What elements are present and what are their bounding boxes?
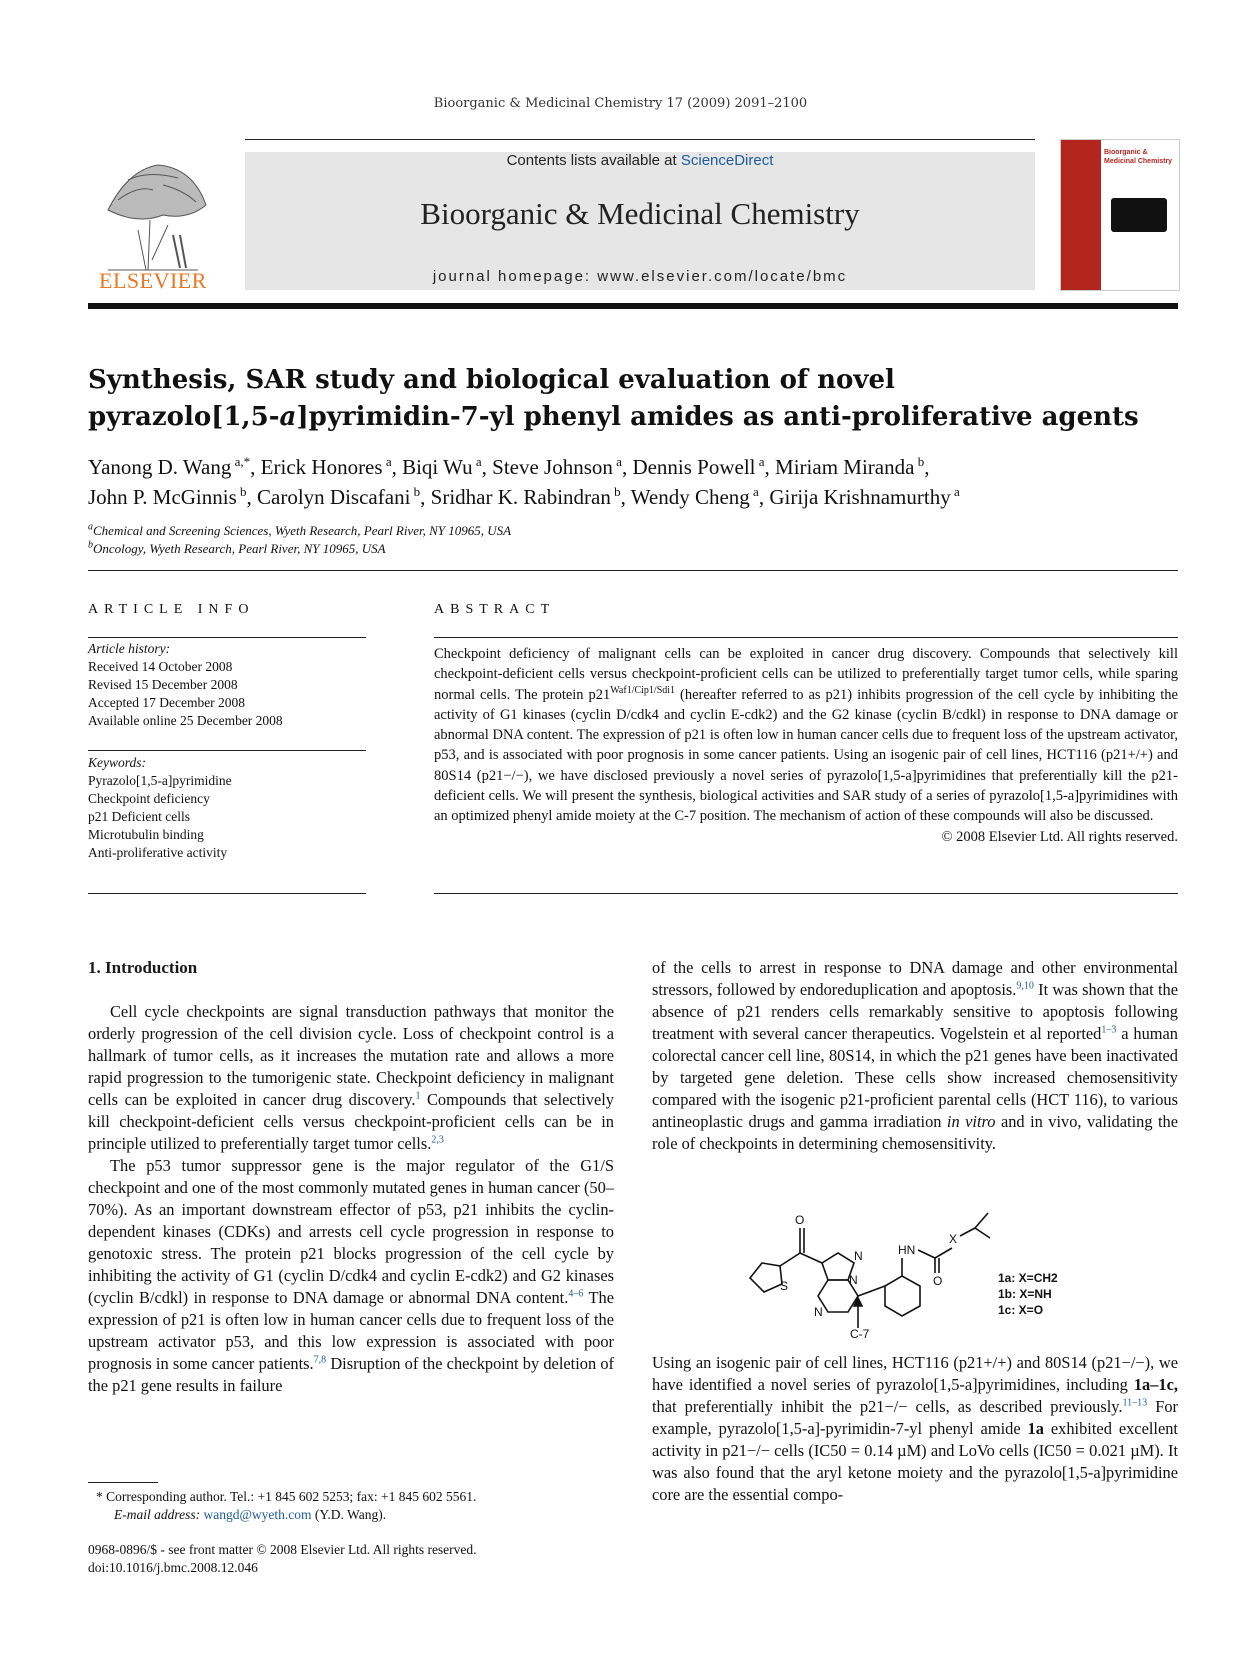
cover-title: Bioorganic & Medicinal Chemistry [1104,149,1173,165]
intro-paragraph-2: The p53 tumor suppressor gene is the major regulator of the G1/S checkpoint and one of the most commonly mutated genes in human cancer (50–70%). As an important downstream effector of p53, p21 inhibits the cyclin-dependent kinases (CDKs) and arrests cell cycle progression in response to genotoxic stress. The protein p21 blocks progression of the cell cycle by inhibiting the activity of G1 (cyclin D/cdk4 and cyclin E-cdk2) and G2 kinases (cyclin B/cdkl) in response to DNA damage or abnormal DNA content.$^{4-6}$ The expression of p21 is often low in human cancer cells due to frequent loss of the upstream activator p53, and this low expression is associated with poor prognosis in some cancer patients.$^{7,8}$ Disruption of the checkpoint by deletion of the p21 gene results in failure [88,1156,614,1395]
info-rule-2 [88,750,366,751]
citation-link[interactable]: 4–6 [568,1288,584,1300]
author-affiliation-mark: b [410,484,421,499]
compound-label-1a: 1a: X=CH2 [998,1271,1058,1285]
author-affiliation-mark: a [749,484,759,499]
atom-label: N [814,1305,823,1319]
intro-paragraph-1: Cell cycle checkpoints are signal transduction pathways that monitor the orderly progression of the cell division cycle. Loss of checkpoint control is a hallmark of tumor cells, as it increases the mutation rate and allows a more rapid progression to the tumorigenic state. Checkpoint deficiency in malignant cells can be exploited in cancer drug discovery.$^1$ Compounds that selectively kill checkpoint-deficient cells versus checkpoint-proficient cells can be in principle utilized to preferentially target tumor cells.$^{2,3}$ [88,1002,614,1153]
header-rule [245,139,1035,140]
author-name: Steve Johnson [492,455,613,479]
history-label: Article history: [88,641,171,656]
author-name: Biqi Wu [402,455,473,479]
author-name: Wendy Cheng [630,485,750,509]
abstract-rule-1 [434,637,1178,638]
author-email-link[interactable]: wangd@wyeth.com [203,1507,312,1522]
atom-label: N [849,1273,858,1287]
author-affiliation-mark: a [382,454,392,469]
contents-prefix: Contents lists available at [506,152,681,169]
journal-cover-thumbnail [1060,139,1180,291]
author-affiliation-mark: a [950,484,960,499]
article-history [88,640,378,730]
chemical-structure-1a-1c [740,1208,1100,1338]
author-name: Miriam Miranda [775,455,915,479]
journal-reference: Bioorganic & Medicinal Chemistry 17 (2009) 2091–2100 [433,96,808,111]
compound-label-1b: 1b: X=NH [998,1287,1052,1301]
abstract-copyright: © 2008 Elsevier Ltd. All rights reserved. [941,828,1178,845]
author-name: Dennis Powell [632,455,756,479]
publisher-wordmark: ELSEVIER [99,268,207,293]
intro-heading: 1. Introduction [88,958,198,977]
atom-label: X [949,1232,958,1246]
affiliation-a: $^a$Chemical and Screening Sciences, Wyeth Research, Pearl River, NY 10965, USA [88,521,512,538]
contents-line [245,152,1035,169]
author-affiliation-mark: b [236,484,247,499]
author-affiliation-mark: a [472,454,482,469]
journal-title: Bioorganic & Medicinal Chemistry [420,196,860,231]
footnote-rule [88,1482,158,1483]
author-affiliation-mark: b [610,484,621,499]
header-thick-rule [88,303,1178,309]
keyword: Anti-proliferative activity [88,845,228,860]
citation-link[interactable]: 9,10 [1016,980,1034,992]
intro-column-2-top [652,957,1178,1155]
author-affiliation-mark: a [612,454,622,469]
intro-column-2-bottom [652,1352,1178,1506]
citation-link[interactable]: 1 [415,1090,421,1102]
corresponding-author-note: * Corresponding author. Tel.: +1 845 602 5253; fax: +1 845 602 5561. E-mail address: wangd@wyeth.com (Y.D. Wang). [96,1489,477,1522]
citation-link[interactable]: 11–13 [1122,1397,1148,1409]
atom-label: O [795,1213,805,1227]
history-accepted: Accepted 17 December 2008 [88,695,246,710]
intro-paragraph-3: of the cells to arrest in response to DNA damage and other environmental stressors, followed by endoreduplication and apoptosis.$^{9,10}$ It was shown that the absence of p21 renders cells remarkably sensitive to apoptosis following treatment with several cancer therapeutics. Vogelstein et al reported$^{1-3}$ a human colorectal cancer cell line, 80S14, in which the p21 genes have been inactivated by targeted gene deletion. These cells show increased chemosensitivity compared with the isogenic p21-proficient parental cells (HCT 116), to various antineoplastic drugs and gamma irradiation in vitro and in vivo, validating the role of checkpoints in determining chemosensitivity. [652,958,1178,1153]
citation-link[interactable]: 2,3 [431,1134,444,1146]
citation-link[interactable]: 1–3 [1101,1024,1117,1036]
sciencedirect-link[interactable]: ScienceDirect [680,152,774,169]
author-name: Sridhar K. Rabindran [430,485,611,509]
keywords [88,754,378,862]
compound-label-1c: 1c: X=O [998,1303,1044,1317]
c7-label: C-7 [850,1327,870,1338]
intro-column-1 [88,1001,614,1397]
keyword: Checkpoint deficiency [88,791,210,806]
keyword: p21 Deficient cells [88,809,190,824]
history-online: Available online 25 December 2008 [88,713,283,728]
history-received: Received 14 October 2008 [88,659,233,674]
author-name: John P. McGinnis [88,485,237,509]
atom-label: S [780,1279,789,1293]
author-list: Yanong D. Wang $^{a,*}$, Erick Honores $^a$, Biqi Wu $^a$, Steve Johnson $^a$, Dennis Powell $^a$, Miriam Miranda $^b$, John P. McGinnis $^b$, Carolyn Discafani $^b$, Sridhar K. Rabindran $^b$, Wendy Cheng $^a$, Girija Krishnamurthy $^a$ [88,454,960,509]
history-revised: Revised 15 December 2008 [88,677,238,692]
atom-label: O [933,1274,943,1288]
author-name: Yanong D. Wang [88,455,232,479]
author-affiliation-mark: a [755,454,765,469]
abstract-rule-2 [434,893,1178,894]
article-info-heading: ARTICLE INFO [88,602,255,617]
keywords-label: Keywords: [88,755,146,770]
author-name: Erick Honores [260,455,383,479]
title-line-1: Synthesis, SAR study and biological evaluation of novel [88,365,895,395]
info-rule-1 [88,637,366,638]
keyword: Microtubulin binding [88,827,204,842]
atom-label: HN [898,1243,916,1257]
cover-red-band [1061,140,1101,290]
affiliation-b: $^b$Oncology, Wyeth Research, Pearl River, NY 10965, USA [88,539,386,556]
doi-line: doi:10.1016/j.bmc.2008.12.046 [88,1560,258,1575]
citation-link[interactable]: 7,8 [313,1354,327,1366]
journal-homepage[interactable]: journal homepage: www.elsevier.com/locate/bmc [432,268,848,285]
cover-image [1111,198,1167,232]
author-name: Carolyn Discafani [257,485,411,509]
info-rule-3 [88,893,366,894]
keyword: Pyrazolo[1,5-a]pyrimidine [88,773,232,788]
article-title [88,362,1178,436]
author-affiliation-mark: b [914,454,925,469]
atom-label: N [854,1249,863,1263]
abstract-body: Checkpoint deficiency of malignant cells can be exploited in cancer drug discovery. Compounds that selectively kill checkpoint-deficient cells versus checkpoint-proficient cells can be utilized to preferentially target tumor cells, while sparing normal cells. The protein $p21^{Waf1/Cip1/Sdi1}$ (hereafter referred to as p21) inhibits progression of the cell cycle by inhibiting the activity of G1 kinases (cyclin D/cdk4 and cyclin E-cdk2) and the G2 kinase (cyclin B/cdkl) in response to DNA damage or abnormal DNA content. The expression of p21 is often low in human cancer cells due to frequent loss of the upstream activator, p53, and is associated with poor prognosis in some cancer patients. Using an isogenic pair of cell lines, HCT116 (p21+/+) and 80S14 (p21−/−), we have disclosed previously a novel series of pyrazolo[1,5-a]pyrimidines that preferentially kill the p21-deficient cells. We will present the synthesis, biological activities and SAR study of a series of pyrazolo[1,5-a]pyrimidines with an optimized phenyl amide moiety at the C-7 position. The mechanism of action of these compounds will also be discussed. © 2008 Elsevier Ltd. All rights reserved. [434,644,1178,847]
abstract-heading: ABSTRACT [434,602,556,617]
intro-paragraph-4: Using an isogenic pair of cell lines, HCT116 (p21+/+) and 80S14 (p21−/−), we have identified a novel series of pyrazolo[1,5-a]pyrimidines, including 1a–1c, that preferentially inhibit the p21−/− cells, as described previously.$^{11-13}$ For example, pyrazolo[1,5-a]-pyrimidin-7-yl phenyl amide 1a exhibited excellent activity in p21−/− cells (IC50 = 0.14 µM) and LoVo cells (IC50 = 0.021 µM). It was also found that the aryl ketone moiety and the pyrazolo[1,5-a]pyrimidine core are the essential compo- [652,1353,1178,1504]
title-line-2: pyrazolo[1,5-a]pyrimidin-7-yl phenyl amides as anti-proliferative agents [88,402,1139,432]
issn-line: 0968-0896/$ - see front matter © 2008 Elsevier Ltd. All rights reserved. [88,1542,477,1557]
affiliation-rule [88,570,1178,571]
author-affiliation-mark: a,* [231,454,251,469]
author-name: Girija Krishnamurthy [769,485,951,509]
